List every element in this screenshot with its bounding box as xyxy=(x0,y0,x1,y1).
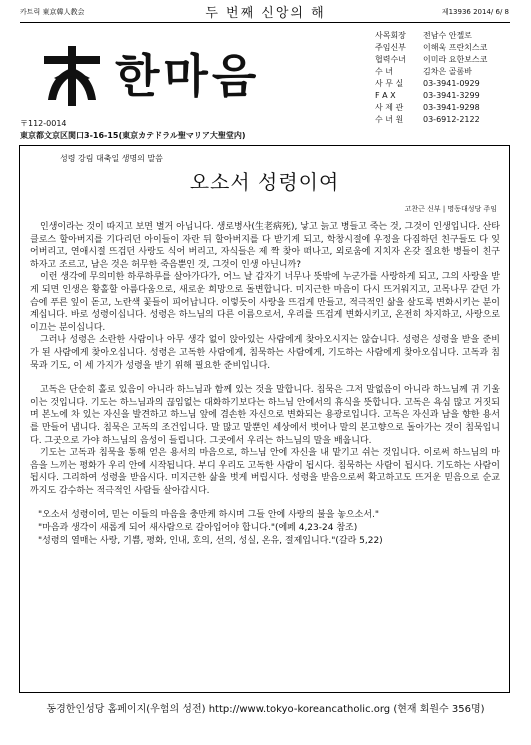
article-headline: 오소서 성령이여 xyxy=(189,170,340,194)
article-body xyxy=(30,221,500,547)
staff-directory xyxy=(375,30,487,126)
year-theme: 두 번째 신앙의 해 xyxy=(205,6,326,21)
staff-value: 03-3941-0929 xyxy=(423,79,480,88)
article-author: 고찬근 신부 | 명동대성당 주임 xyxy=(404,205,497,213)
staff-label: 주임신부 xyxy=(375,43,406,52)
staff-row xyxy=(375,102,487,114)
staff-label: 사 무 실 xyxy=(375,79,404,88)
staff-row xyxy=(375,114,487,126)
staff-label: 사목회장 xyxy=(375,31,406,40)
article-paragraph: 고독은 단순히 홀로 있음이 아니라 하느님과 함께 있는 것을 말합니다. 침묵은 그저 말없음이 아니라 하느님께 귀 기울이는 것입니다. 기도는 하느님과의 끊임없는 대화하기보다는 하느님 안에서의 휴식을 뜻합니다. 고독은 욕심 많고 거짓되며 본노에 차 있는 자신을 발견하고 하느님 앞에 겸손한 자신으로 변화되는 용광로입니다. 고독은 자신과 남을 향한 용서를 만들어 냅니다. 침묵은 고독의 조건입니다. 말 많고 말뿐인 세상에서 벗어나 말의 본고향으로 돌아가는 것이 침묵입니다. 그곳으로 가야 하느님의 음성이 들립니다. 그곳에서 우리는 하느님의 말을 배웁니다. xyxy=(30,385,500,446)
postal-code: 〒112-0014 xyxy=(20,119,67,128)
staff-value: 이해욱 프란치스코 xyxy=(423,43,488,52)
masthead-title: 한마음 xyxy=(115,49,261,103)
staff-value: 03-3941-9298 xyxy=(423,103,480,112)
scripture-quotes xyxy=(30,509,500,547)
staff-label: 수 녀 xyxy=(375,67,393,76)
staff-row xyxy=(375,42,487,54)
issue-info: 제13936 2014/ 6/ 8 xyxy=(441,8,509,16)
paragraph-gap xyxy=(30,372,500,384)
staff-row xyxy=(375,66,487,78)
staff-row xyxy=(375,90,487,102)
staff-value: 03-3941-3299 xyxy=(423,91,480,100)
staff-row xyxy=(375,30,487,42)
quote-line: "오소서 성령이여, 믿는 이들의 마음을 충만케 하시며 그들 안에 사랑의 불을 놓으소서." xyxy=(38,510,380,521)
staff-label: 협력수녀 xyxy=(375,55,406,64)
staff-value: 03-6912-2122 xyxy=(423,115,480,124)
address-block xyxy=(20,118,246,142)
article-subtitle: 성령 강림 대축일 생명의 말씀 xyxy=(60,154,163,163)
address-line: 東京都文京区関口3-16-15(東京カテドラル聖マリア大聖堂内) xyxy=(20,131,246,140)
staff-value: 전남수 안젤로 xyxy=(423,31,472,40)
staff-row xyxy=(375,78,487,90)
staff-row xyxy=(375,54,487,66)
staff-label: 사 제 관 xyxy=(375,103,404,112)
article-paragraph: 기도는 고독과 침묵을 통해 얻은 용서의 마음으로, 하느님 안에 자신을 내 맡기고 쉬는 것입니다. 이로써 하느님의 마음을 느끼는 평화가 우리 안에 시작됩니다. 부디 우리도 고독한 사람이 됩시다. 침묵하는 사람이 됩시다. 기도하는 사람이 됩시다. 그리하여 성령을 받읍시다. 미지근한 삶을 벗게 버립시다. 성령을 받음으로써 확고하고도 뜨거운 믿음으로 순교까지도 감수하는 적극적인 사람들 살아갑시다. xyxy=(30,448,500,496)
article-paragraph: 이런 생각에 무의미한 하루하루를 살아가다가, 어느 날 갑자기 너무나 뜻밖에 누군가를 사랑하게 되고, 그의 사랑을 받게 되면 인생은 황홀할 아름다움으로, 새로운 희망으로 돌변합니다. 미지근한 마음이 다시 뜨거워지고, 고목나무 같던 가슴에 푸른 잎이 돋고, 노란색 꽃들이 피어납니다. 이렇듯이 사랑을 뜨겁게 만들고, 적극적인 삶을 살도록 변화시키는 분이 계십니다. 바로 성령이십니다. 성령은 하느님의 다른 이름으로서, 우리를 뜨겁게 변화시키고, 온전히 차지하고, 사랑으로 이끄는 분이십니다. xyxy=(30,272,500,333)
header-rule xyxy=(20,22,510,23)
footer-homepage: 동경한인성당 홈페이지(우험의 성전) http://www.tokyo-koreancatholic.org (현재 회원수 356명) xyxy=(46,704,485,715)
article-paragraph: 인생이라는 것이 따지고 보면 별거 아닙니다. 생로병사(生老病死), 낳고 늙고 병들고 죽는 것, 그것이 인생입니다. 산타클로스 할아버지를 기다리던 아이들이 자란 뒤 할아버지를 다 받기게 되고, 학창시절에 우정을 다짐하던 친구들도 다 잊어버리고, 연애시절 뜨겁던 사랑도 식어 버리고, 자식들은 제 짝 찾아 떠나고, 외로움에 지치자 온갖 질요한 병들이 친구하자고 조르고, 남은 것은 허무한 죽음뿐인 것, 그것이 인생 아닌니까? xyxy=(30,222,500,270)
staff-label: F A X xyxy=(375,91,396,100)
article-box xyxy=(19,145,510,693)
staff-value: 이미라 요한보스코 xyxy=(423,55,488,64)
quote-line: "성령의 열매는 사랑, 기쁨, 평화, 인내, 호의, 선의, 성실, 온유, 절제입니다."(갈라 5,22) xyxy=(38,535,383,546)
quote-line: "마음과 생각이 새롭게 되어 새사람으로 갈아입어야 합니다."(에페 4,23-24 참조) xyxy=(38,523,358,534)
staff-value: 김차은 골롬바 xyxy=(423,67,472,76)
church-name: 카트릭 東京韓人教会 xyxy=(20,8,85,16)
header-bar xyxy=(0,0,531,22)
staff-label: 수 녀 원 xyxy=(375,115,404,124)
cross-logo-icon xyxy=(40,44,104,112)
article-paragraph: 그러나 성령은 소란한 사람이나 아무 생각 없이 앉아있는 사람에게 찾아오시지는 않습니다. 성령은 성령을 받을 준비가 된 사람에게 찾아오십니다. 성령은 고독한 사람에게, 침묵하는 사람에게, 기도하는 사람에게 찾아오십니다. 고독과 침묵과 기도, 이 세 가지가 성령을 받기 위해 필요한 준비입니다. xyxy=(30,335,500,371)
